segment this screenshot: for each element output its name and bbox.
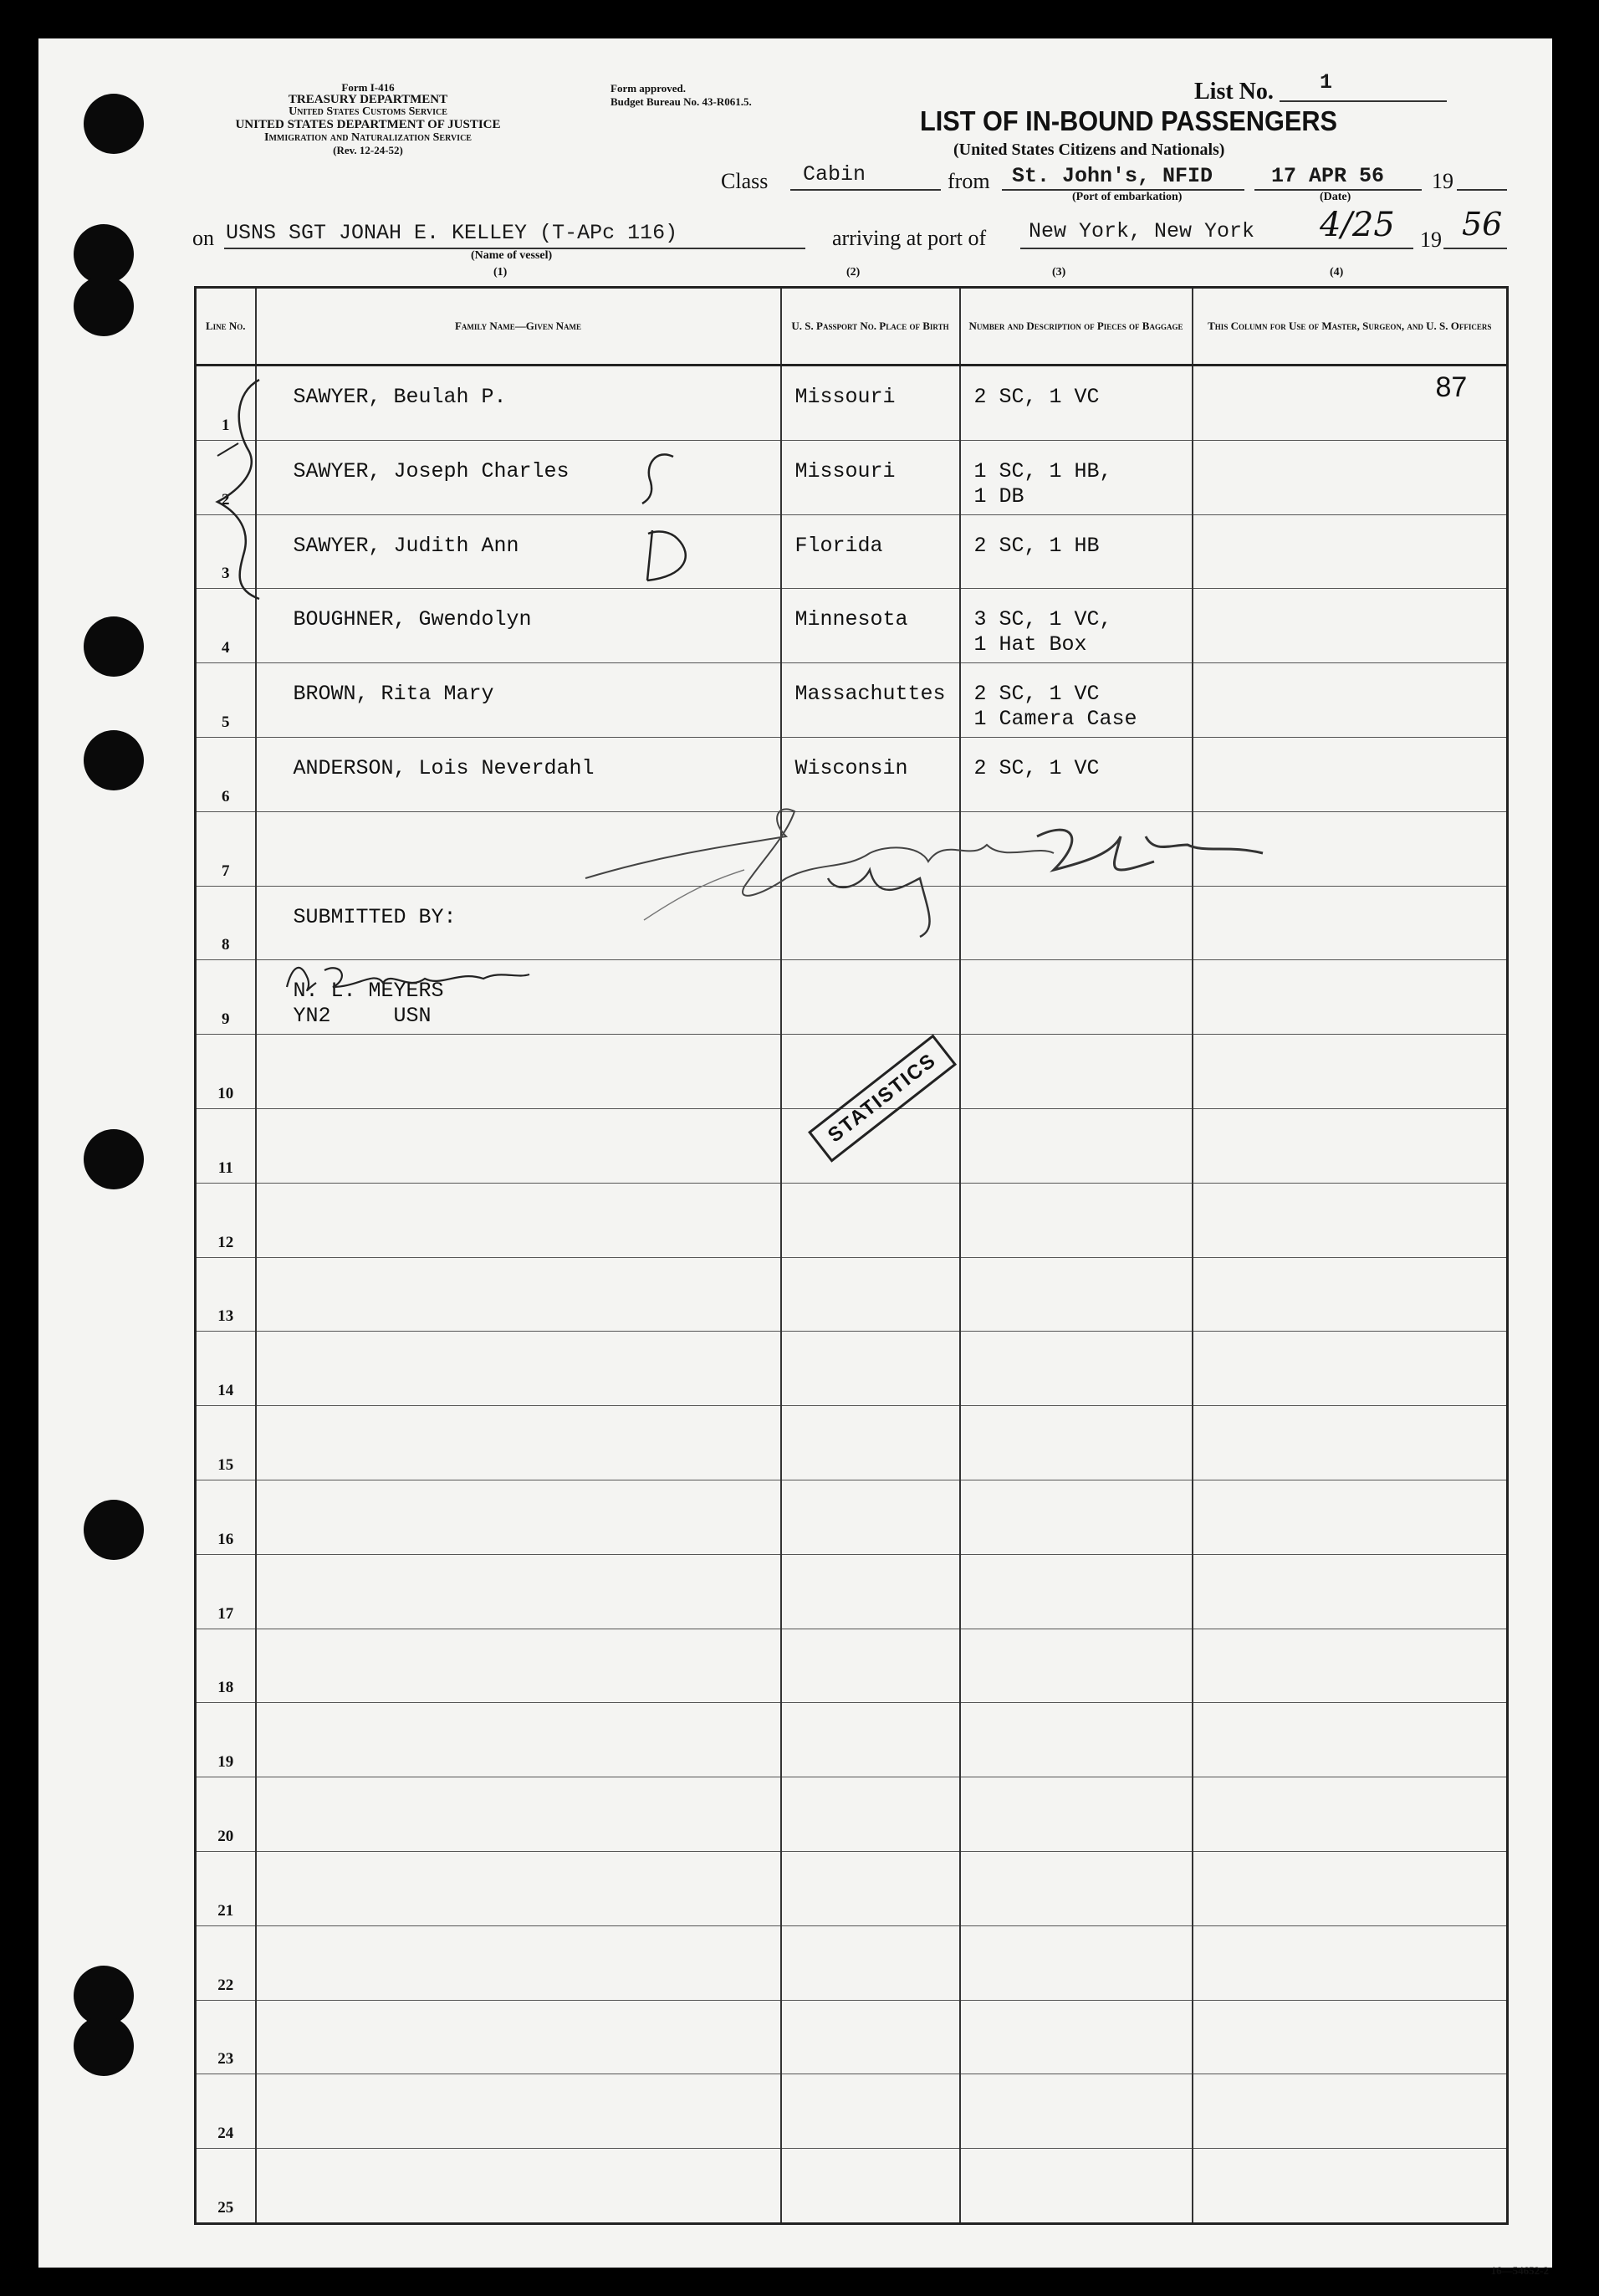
- passenger-name: [256, 1480, 781, 1554]
- line-number: [196, 1554, 256, 1629]
- baggage-text: 2 SC, 1 HB: [973, 533, 1100, 558]
- line-number: [196, 2000, 256, 2074]
- line-number-text: 20: [217, 1827, 234, 1845]
- place-of-birth: [781, 514, 960, 589]
- line-number-text: 3: [222, 565, 230, 583]
- passenger-name: [256, 1108, 781, 1183]
- place-of-birth: [781, 1777, 960, 1852]
- line-number: [196, 1629, 256, 1703]
- document-subtitle: (United States Citizens and Nationals): [953, 141, 1225, 159]
- baggage: [960, 1035, 1193, 1109]
- officer-notes: [1193, 1925, 1508, 2000]
- class-value[interactable]: Cabin: [803, 162, 866, 187]
- line-number-text: 21: [217, 1901, 234, 1920]
- passenger-name-text: BROWN, Rita Mary: [293, 682, 494, 707]
- line-number-text: 5: [222, 713, 230, 731]
- form-approved: Form approved.: [610, 82, 687, 95]
- embarkation-date[interactable]: 17 APR 56: [1271, 164, 1385, 188]
- officer-notes: [1193, 960, 1508, 1035]
- line-number-text: 6: [222, 787, 230, 805]
- line-number: [196, 737, 256, 811]
- caption-2: (2): [846, 266, 861, 279]
- baggage: [960, 440, 1193, 514]
- line-number: [196, 1108, 256, 1183]
- caption-1: (1): [493, 266, 508, 279]
- passenger-name: [256, 1851, 781, 1925]
- line-number: [196, 1480, 256, 1554]
- line-number: [196, 960, 256, 1035]
- place-of-birth-text: Florida: [794, 533, 883, 558]
- baggage: [960, 1851, 1193, 1925]
- place-of-birth: [781, 1406, 960, 1480]
- passenger-name-text: SAWYER, Judith Ann: [293, 533, 519, 558]
- col-line-no: Line No.: [196, 288, 256, 366]
- caption-4: (4): [1330, 266, 1344, 279]
- passenger-name-text: SAWYER, Joseph Charles: [293, 458, 570, 483]
- officer-notes: [1193, 663, 1508, 738]
- passenger-name: [256, 2149, 781, 2224]
- col-family-name: Family Name—Given Name: [256, 288, 781, 366]
- line-number-text: 11: [217, 1158, 233, 1177]
- officer-notes-text: 87: [1435, 371, 1468, 403]
- baggage: [960, 1629, 1193, 1703]
- passenger-name: [256, 1777, 781, 1852]
- budget-bureau: Budget Bureau No. 43-R061.5.: [610, 95, 752, 108]
- officer-notes: [1193, 514, 1508, 589]
- inspector-signature-icon: [569, 786, 1280, 945]
- passenger-name: [256, 1257, 781, 1332]
- table-row: [196, 1554, 1508, 1629]
- place-of-birth: [781, 1851, 960, 1925]
- passenger-name: [256, 440, 781, 514]
- baggage: [960, 1777, 1193, 1852]
- line-number: [196, 663, 256, 738]
- place-of-birth: [781, 1257, 960, 1332]
- table-row: [196, 1332, 1508, 1406]
- from-label: from: [948, 169, 990, 193]
- line-number-text: 18: [217, 1679, 234, 1697]
- place-of-birth-text: Missouri: [794, 458, 896, 483]
- binder-hole-icon: [84, 1129, 144, 1189]
- binder-hole-icon: [74, 2016, 134, 2076]
- customs-service: United States Customs Service: [289, 105, 447, 119]
- col-passport: U. S. Passport No. Place of Birth: [781, 288, 960, 366]
- officer-notes: [1193, 1777, 1508, 1852]
- caption-3: (3): [1052, 266, 1066, 279]
- line-number-text: 1: [222, 416, 230, 434]
- line-number: [196, 1183, 256, 1257]
- line-number: [196, 886, 256, 960]
- line-number-text: 25: [217, 2198, 234, 2217]
- table-row: [196, 1851, 1508, 1925]
- passenger-name: [256, 2074, 781, 2149]
- handwritten-initial-c-icon: [636, 448, 686, 507]
- baggage: [960, 1406, 1193, 1480]
- officer-notes: [1193, 1629, 1508, 1703]
- binder-hole-icon: [74, 276, 134, 336]
- passenger-name-text: SAWYER, Beulah P.: [293, 385, 507, 409]
- passenger-name: [256, 1629, 781, 1703]
- on-label: on: [192, 226, 214, 250]
- officer-notes: [1193, 440, 1508, 514]
- place-of-birth-text: Wisconsin: [794, 755, 908, 780]
- table-row: [196, 2149, 1508, 2224]
- baggage: [960, 1480, 1193, 1554]
- table-row: [196, 1629, 1508, 1703]
- binder-hole-icon: [84, 730, 144, 790]
- place-of-birth-text: Minnesota: [794, 607, 908, 632]
- binder-hole-icon: [84, 94, 144, 154]
- baggage-text: 2 SC, 1 VC 1 Camera Case: [973, 682, 1137, 732]
- place-of-birth: [781, 1332, 960, 1406]
- baggage: [960, 2149, 1193, 2224]
- officer-notes: [1193, 1480, 1508, 1554]
- officer-notes: [1193, 2000, 1508, 2074]
- line-number-text: 12: [217, 1233, 234, 1251]
- table-row: [196, 1257, 1508, 1332]
- binder-hole-icon: [84, 1500, 144, 1560]
- line-number-text: 10: [217, 1084, 234, 1102]
- place-of-birth-text: Missouri: [794, 385, 896, 409]
- officer-notes: [1193, 1406, 1508, 1480]
- passenger-name: [256, 589, 781, 663]
- table-row: [196, 1703, 1508, 1777]
- vessel-name[interactable]: USNS SGT JONAH E. KELLEY (T-APc 116): [226, 221, 678, 245]
- line-number-text: 17: [217, 1604, 234, 1623]
- handwritten-initial-d-icon: [636, 522, 702, 589]
- col-baggage: Number and Description of Pieces of Baggage: [960, 288, 1193, 366]
- line-number-text: 14: [217, 1382, 234, 1400]
- table-row: [196, 2074, 1508, 2149]
- table-row: [196, 1480, 1508, 1554]
- arriving-label: arriving at port of: [832, 226, 987, 250]
- list-no-label: List No.: [1194, 79, 1274, 105]
- table-row: [196, 1777, 1508, 1852]
- table-row: [196, 1183, 1508, 1257]
- baggage: [960, 663, 1193, 738]
- line-number: [196, 1703, 256, 1777]
- officer-notes: [1193, 1554, 1508, 1629]
- list-no-value: 1: [1320, 70, 1333, 95]
- line-number-text: 7: [222, 862, 230, 880]
- passenger-name-text: SUBMITTED BY:: [293, 904, 457, 929]
- port-of-embarkation[interactable]: St. John's, NFID: [1012, 164, 1213, 188]
- grouping-bracket-icon: [201, 376, 276, 602]
- line-number-text: 23: [217, 2050, 234, 2068]
- passenger-name: [256, 2000, 781, 2074]
- officer-notes: [1193, 366, 1508, 441]
- year-prefix: 19: [1432, 169, 1453, 193]
- statistics-stamp: STATISTICS: [808, 1034, 957, 1163]
- place-of-birth: [781, 960, 960, 1035]
- baggage: [960, 2074, 1193, 2149]
- line-number: [196, 2149, 256, 2224]
- passenger-name-text: ANDERSON, Lois Neverdahl: [293, 755, 595, 780]
- table-row: [196, 366, 1508, 441]
- place-of-birth: [781, 2149, 960, 2224]
- place-of-birth: [781, 1703, 960, 1777]
- baggage: [960, 1925, 1193, 2000]
- line-number-text: 15: [217, 1455, 234, 1474]
- table-row: [196, 589, 1508, 663]
- form-number: Form I-416: [341, 81, 395, 94]
- form-revision: (Rev. 12-24-52): [333, 143, 403, 156]
- line-number: [196, 1777, 256, 1852]
- place-of-birth: [781, 1183, 960, 1257]
- passenger-name: [256, 1183, 781, 1257]
- line-number: [196, 1035, 256, 1109]
- place-of-birth: [781, 1925, 960, 2000]
- arrival-date-handwritten: 4/25: [1320, 206, 1395, 244]
- table-row: [196, 1406, 1508, 1480]
- line-number: [196, 1257, 256, 1332]
- baggage: [960, 1183, 1193, 1257]
- baggage: [960, 589, 1193, 663]
- table-header-row: [196, 288, 1508, 366]
- port-embark-caption: (Port of embarkation): [1072, 191, 1183, 203]
- passenger-name: [256, 366, 781, 441]
- baggage: [960, 366, 1193, 441]
- place-of-birth: [781, 440, 960, 514]
- officer-notes: [1193, 2074, 1508, 2149]
- table-row: [196, 1925, 1508, 2000]
- baggage: [960, 1554, 1193, 1629]
- place-of-birth: [781, 366, 960, 441]
- officer-notes: [1193, 589, 1508, 663]
- table-row: [196, 440, 1508, 514]
- line-number-text: 16: [217, 1530, 234, 1548]
- table-row: [196, 663, 1508, 738]
- place-of-birth: [781, 2000, 960, 2074]
- vessel-caption: (Name of vessel): [471, 249, 553, 262]
- class-label: Class: [721, 169, 769, 193]
- arrival-year-handwritten: 56: [1462, 206, 1503, 243]
- binder-hole-icon: [84, 616, 144, 677]
- place-of-birth: [781, 589, 960, 663]
- baggage: [960, 1257, 1193, 1332]
- passenger-name: [256, 1406, 781, 1480]
- table-row: [196, 514, 1508, 589]
- baggage: [960, 960, 1193, 1035]
- col-officers: This Column for Use of Master, Surgeon, and U. S. Officers: [1193, 288, 1508, 366]
- passenger-table: [194, 286, 1509, 2225]
- table-row: [196, 2000, 1508, 2074]
- officer-notes: [1193, 1183, 1508, 1257]
- baggage-text: 2 SC, 1 VC: [973, 755, 1100, 780]
- justice-dept: UNITED STATES DEPARTMENT OF JUSTICE: [235, 118, 501, 132]
- treasury-dept: TREASURY DEPARTMENT: [288, 92, 448, 106]
- passenger-name: [256, 663, 781, 738]
- baggage-text: 1 SC, 1 HB, 1 DB: [973, 458, 1112, 509]
- line-number-text: 19: [217, 1753, 234, 1772]
- line-number-text: 13: [217, 1307, 234, 1326]
- officer-notes: [1193, 1332, 1508, 1406]
- baggage: [960, 2000, 1193, 2074]
- officer-notes: [1193, 1108, 1508, 1183]
- place-of-birth-text: Massachuttes: [794, 682, 946, 707]
- form-footer-code: 16—54652-2: [1490, 2264, 1549, 2277]
- line-number-text: 24: [217, 2125, 234, 2143]
- arrival-year-prefix: 19: [1420, 228, 1442, 252]
- date-caption: (Date): [1320, 191, 1351, 203]
- line-number-text: 2: [222, 490, 230, 509]
- place-of-birth: [781, 663, 960, 738]
- line-number: [196, 1332, 256, 1406]
- baggage-text: 3 SC, 1 VC, 1 Hat Box: [973, 607, 1112, 657]
- officer-notes: [1193, 1703, 1508, 1777]
- line-number: [196, 1925, 256, 2000]
- place-of-birth: [781, 1554, 960, 1629]
- baggage: [960, 1332, 1193, 1406]
- place-of-birth: [781, 1629, 960, 1703]
- passenger-name: [256, 1035, 781, 1109]
- baggage: [960, 514, 1193, 589]
- passenger-name: [256, 1925, 781, 2000]
- line-number: [196, 811, 256, 886]
- line-number: [196, 1851, 256, 1925]
- baggage-text: 2 SC, 1 VC: [973, 385, 1100, 409]
- line-number-text: 22: [217, 1976, 234, 1994]
- line-number: [196, 1406, 256, 1480]
- passenger-name: [256, 1332, 781, 1406]
- officer-notes: [1193, 1257, 1508, 1332]
- passenger-name: [256, 1703, 781, 1777]
- place-of-birth: [781, 1480, 960, 1554]
- line-number-text: 8: [222, 936, 230, 954]
- officer-notes: [1193, 1851, 1508, 1925]
- baggage: [960, 1108, 1193, 1183]
- form-header-left: [167, 82, 569, 156]
- arrival-port[interactable]: New York, New York: [1029, 219, 1255, 243]
- document-title: LIST OF IN-BOUND PASSENGERS: [920, 105, 1338, 136]
- officer-notes: [1193, 1035, 1508, 1109]
- officer-notes: [1193, 2149, 1508, 2224]
- passenger-name: [256, 1554, 781, 1629]
- line-number: [196, 2074, 256, 2149]
- line-number-text: 9: [222, 1010, 230, 1029]
- submitter-signature-icon: [283, 954, 534, 1004]
- place-of-birth: [781, 2074, 960, 2149]
- passenger-name-text: BOUGHNER, Gwendolyn: [293, 607, 532, 632]
- ins-service: Immigration and Naturalization Service: [264, 130, 472, 144]
- passenger-name-text: N. L. MEYERS YN2 USN: [293, 979, 444, 1029]
- line-number-text: 4: [222, 639, 230, 657]
- baggage: [960, 1703, 1193, 1777]
